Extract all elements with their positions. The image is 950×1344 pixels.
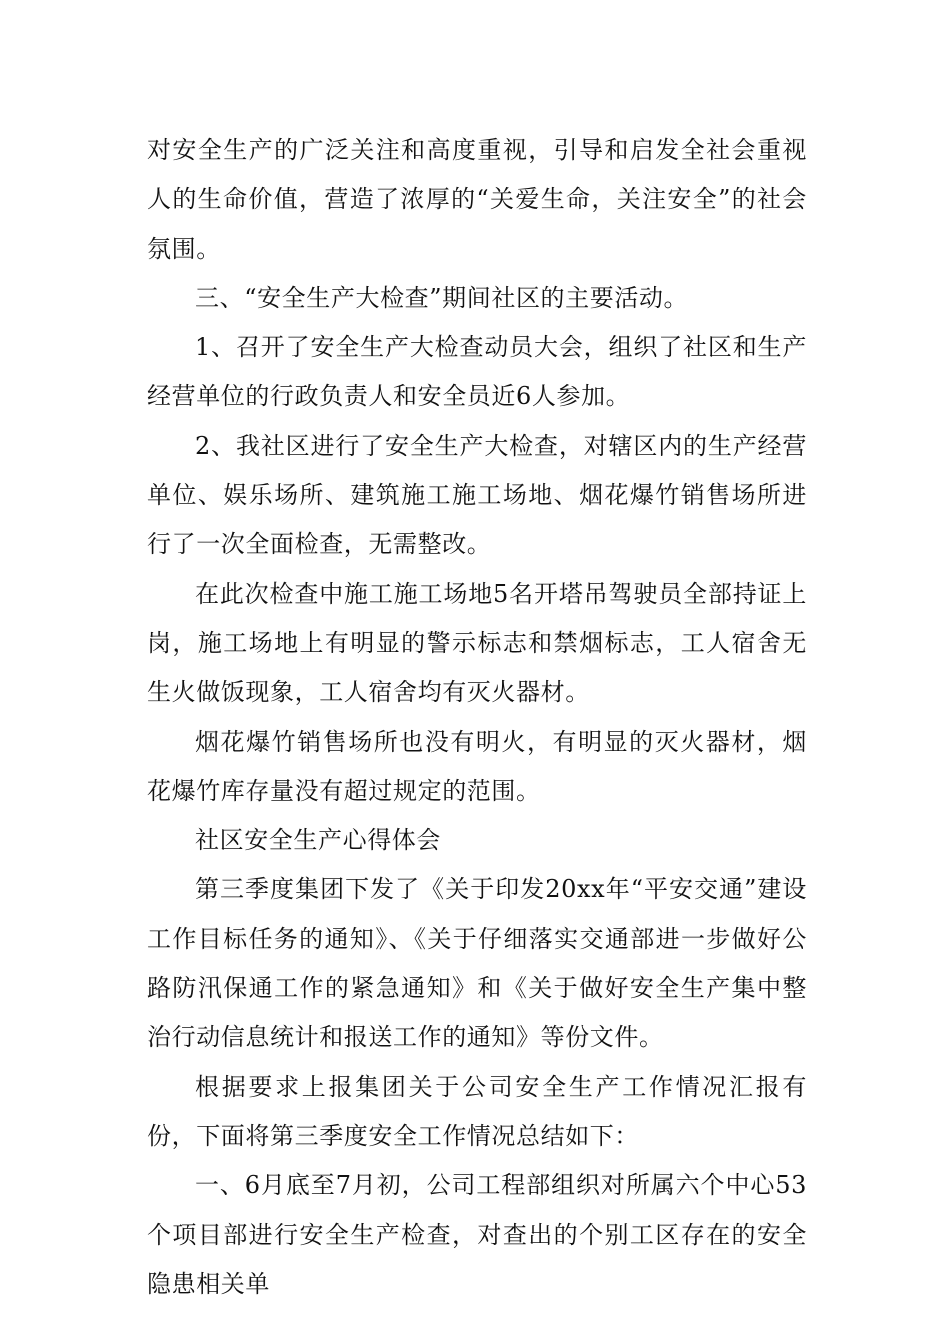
paragraph-item-two: 2、我社区进行了安全生产大检查，对辖区内的生产经营单位、娱乐场所、建筑施工施工场地、烟花爆竹销售场所进行了一次全面检查，无需整改。 xyxy=(147,431,807,559)
paragraph-fireworks-inspection: 烟花爆竹销售场所也没有明火，有明显的灭火器材，烟花爆竹库存量没有超过规定的范围。 xyxy=(147,727,807,805)
paragraph-summary-intro: 根据要求上报集团关于公司安全生产工作情况汇报有份，下面将第三季度安全工作情况总结如下： xyxy=(147,1072,807,1150)
paragraph-intro-continuation: 对安全生产的广泛关注和高度重视，引导和启发全社会重视人的生命价值，营造了浓厚的“关爱生命，关注安全”的社会氛围。 xyxy=(147,136,807,263)
paragraph-item-one: 1、召开了安全生产大检查动员大会，组织了社区和生产经营单位的行政负责人和安全员近6人参加。 xyxy=(147,333,807,411)
paragraph-section-three-heading: 三、“安全生产大检查”期间社区的主要活动。 xyxy=(195,283,689,312)
paragraph-construction-inspection: 在此次检查中施工施工场地5名开塔吊驾驶员全部持证上岗，施工场地上有明显的警示标志和禁烟标志，工人宿舍无生火做饭现象，工人宿舍均有灭火器材。 xyxy=(147,579,807,707)
paragraph-point-one: 一、6月底至7月初，公司工程部组织对所属六个中心53个项目部进行安全生产检查，对查出的个别工区存在的安全隐患相关单 xyxy=(147,1171,807,1298)
document-body xyxy=(147,126,807,1309)
paragraph-third-quarter-documents: 第三季度集团下发了《关于印发20xx年“平安交通”建设工作目标任务的通知》、《关于仔细落实交通部进一步做好公路防汛保通工作的紧急通知》和《关于做好安全生产集中整治行动信息统计和报送工作的通知》等份文件。 xyxy=(147,875,807,1052)
paragraph-section-title: 社区安全生产心得体会 xyxy=(195,826,441,855)
